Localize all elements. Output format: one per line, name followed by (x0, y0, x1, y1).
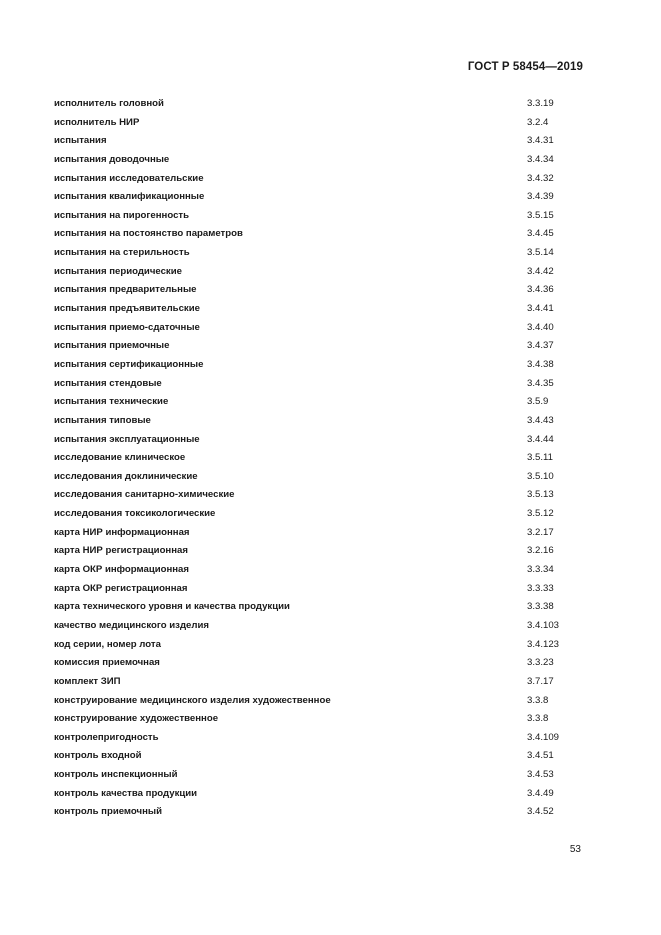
index-reference-number: 3.4.45 (527, 228, 554, 240)
index-entry (54, 543, 594, 562)
page-number: 53 (569, 844, 581, 855)
index-entry (54, 450, 594, 469)
index-term: карта ОКР информационная (54, 564, 189, 576)
index-entry (54, 581, 594, 600)
index-reference-number: 3.3.19 (527, 98, 554, 109)
index-reference-number: 3.4.38 (527, 358, 554, 370)
index-reference-number: 3.4.51 (527, 750, 554, 762)
index-term: контролепригодность (54, 731, 159, 743)
index-term: конструирование медицинского изделия художественное (54, 694, 331, 706)
index-entry (54, 96, 594, 115)
index-reference-number: 3.2.16 (527, 545, 554, 557)
index-entry (54, 208, 594, 227)
index-reference-number: 3.4.49 (527, 787, 554, 799)
index-entry (54, 115, 594, 134)
index-term: комплект ЗИП (54, 675, 121, 687)
index-reference-number: 3.4.32 (527, 172, 554, 184)
index-term: карта НИР информационная (54, 526, 190, 538)
index-term: конструирование художественное (54, 713, 219, 725)
index-reference-number: 3.4.36 (527, 284, 554, 296)
index-term: испытания доводочные (54, 153, 170, 165)
index-term: исследования доклинические (54, 470, 198, 482)
index-entry (54, 525, 594, 544)
index-reference-number: 3.5.15 (527, 209, 554, 221)
index-term: испытания предварительные (54, 284, 197, 296)
index-entry (54, 748, 594, 767)
index-term: карта технического уровня и качества продукции (54, 601, 290, 613)
index-reference-number: 3.3.33 (527, 582, 554, 594)
index-entry (54, 618, 594, 637)
index-reference-number: 3.4.43 (527, 414, 554, 426)
index-reference-number: 3.5.10 (527, 470, 554, 482)
index-reference-number: 3.4.41 (527, 303, 554, 315)
index-entry (54, 786, 594, 805)
index-reference-number: 3.4.52 (527, 806, 554, 818)
index-entry (54, 599, 594, 618)
index-reference-number: 3.3.34 (527, 564, 554, 576)
index-reference-number: 3.4.31 (527, 135, 554, 147)
index-entry (54, 693, 594, 712)
index-term: карта НИР регистрационная (54, 545, 188, 557)
index-entry (54, 245, 594, 264)
index-term: испытания предъявительские (54, 303, 200, 315)
index-term: исполнитель головной (54, 98, 164, 109)
alphabetical-index (54, 96, 594, 823)
index-entry (54, 767, 594, 786)
index-entry (54, 562, 594, 581)
index-reference-number: 3.2.17 (527, 526, 554, 538)
index-entry (54, 338, 594, 357)
index-entry (54, 264, 594, 283)
index-reference-number: 3.4.37 (527, 340, 554, 352)
index-term: контроль приемочный (54, 806, 162, 818)
index-reference-number: 3.5.12 (527, 508, 554, 520)
index-term: испытания периодические (54, 265, 182, 277)
index-entry (54, 394, 594, 413)
index-reference-number: 3.5.11 (527, 452, 553, 464)
index-entry (54, 674, 594, 693)
index-entry (54, 226, 594, 245)
index-term: исследования токсикологические (54, 508, 216, 520)
index-term: карта ОКР регистрационная (54, 582, 188, 594)
index-reference-number: 3.2.4 (527, 116, 549, 128)
index-reference-number: 3.3.38 (527, 601, 554, 613)
index-term: исполнитель НИР (54, 116, 140, 128)
index-entry (54, 152, 594, 171)
index-reference-number: 3.4.53 (527, 769, 554, 781)
index-term: испытания сертификационные (54, 358, 204, 370)
index-reference-number: 3.4.123 (527, 638, 560, 650)
index-term: контроль входной (54, 750, 142, 762)
index-reference-number: 3.5.9 (527, 396, 549, 408)
index-reference-number: 3.4.39 (527, 191, 554, 203)
standard-code-header: ГОСТ Р 58454—2019 (467, 61, 583, 73)
index-term: исследования санитарно-химические (54, 489, 235, 501)
index-reference-number: 3.4.42 (527, 265, 554, 277)
index-reference-number: 3.5.14 (527, 247, 554, 259)
index-entry (54, 469, 594, 488)
index-reference-number: 3.7.17 (527, 675, 554, 687)
index-term: качество медицинского изделия (54, 619, 209, 631)
index-entry (54, 282, 594, 301)
index-entry (54, 655, 594, 674)
index-entry (54, 133, 594, 152)
index-reference-number: 3.4.35 (527, 377, 554, 389)
index-term: испытания (54, 135, 107, 147)
index-entry (54, 506, 594, 525)
index-reference-number: 3.4.40 (527, 321, 554, 333)
index-term: испытания исследовательские (54, 172, 204, 184)
index-term: испытания стендовые (54, 377, 162, 389)
index-entry (54, 413, 594, 432)
index-reference-number: 3.4.44 (527, 433, 554, 445)
index-term: исследование клиническое (54, 452, 186, 464)
index-term: испытания на стерильность (54, 247, 190, 259)
index-term: контроль качества продукции (54, 787, 198, 799)
index-entry (54, 171, 594, 190)
index-term: испытания приемочные (54, 340, 170, 352)
index-entry (54, 637, 594, 656)
index-term: испытания на постоянство параметров (54, 228, 243, 240)
index-reference-number: 3.3.8 (527, 694, 549, 706)
index-term: контроль инспекционный (54, 769, 178, 781)
index-term: комиссия приемочная (54, 657, 160, 669)
index-reference-number: 3.5.13 (527, 489, 554, 501)
index-entry (54, 320, 594, 339)
index-entry (54, 301, 594, 320)
index-term: испытания квалификационные (54, 191, 205, 203)
index-term: испытания на пирогенность (54, 209, 190, 221)
index-entry (54, 189, 594, 208)
index-term: испытания технические (54, 396, 169, 408)
index-reference-number: 3.4.34 (527, 153, 554, 165)
index-entry (54, 487, 594, 506)
index-term: испытания типовые (54, 414, 151, 426)
index-entry (54, 376, 594, 395)
index-reference-number: 3.4.103 (527, 619, 560, 631)
index-term: код серии, номер лота (54, 638, 161, 650)
index-reference-number: 3.3.23 (527, 657, 554, 669)
index-entry (54, 357, 594, 376)
index-entry (54, 711, 594, 730)
index-term: испытания эксплуатационные (54, 433, 200, 445)
index-entry (54, 804, 594, 823)
index-entry (54, 730, 594, 749)
index-entry (54, 432, 594, 451)
index-term: испытания приемо-сдаточные (54, 321, 200, 333)
index-reference-number: 3.4.109 (527, 731, 560, 743)
index-reference-number: 3.3.8 (527, 713, 549, 725)
